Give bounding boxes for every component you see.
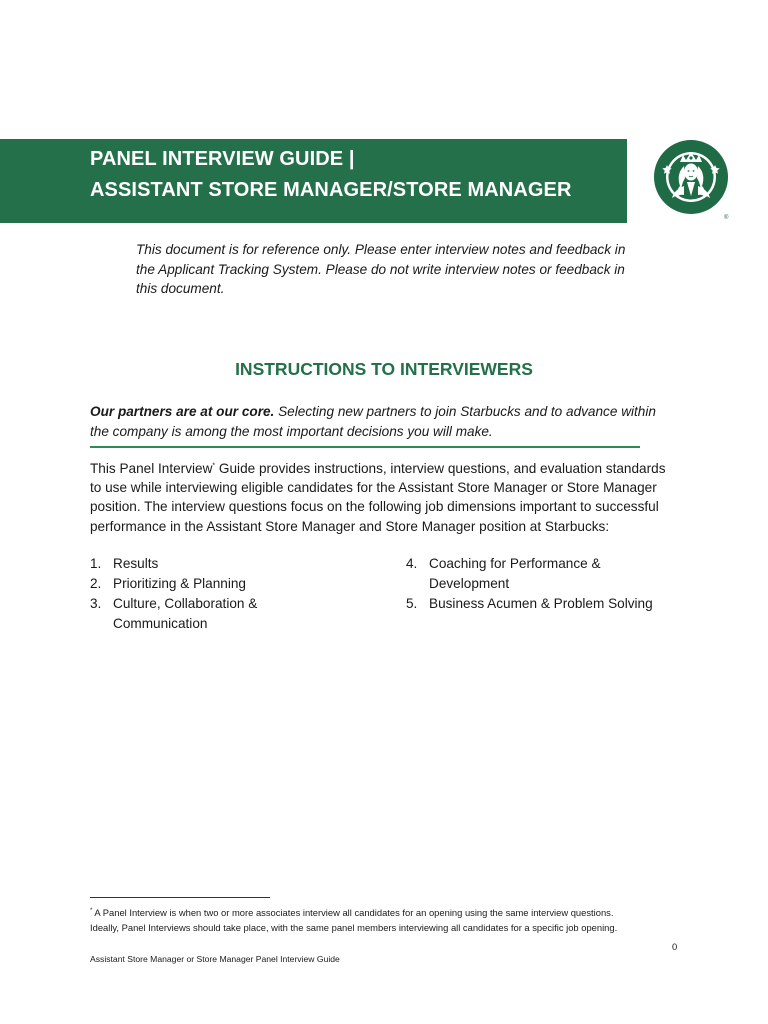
role-title: ASSISTANT STORE MANAGER/STORE MANAGER bbox=[90, 179, 572, 201]
list-item-label: Results bbox=[113, 556, 159, 571]
list-number: 3. bbox=[90, 596, 102, 611]
dimensions-list-right bbox=[406, 554, 706, 614]
footnote bbox=[90, 905, 690, 935]
guide-title: PANEL INTERVIEW GUIDE | bbox=[90, 148, 355, 170]
list-number: 4. bbox=[406, 556, 418, 571]
dimensions-list-left bbox=[90, 554, 390, 634]
list-item-label: Business Acumen & Problem Solving bbox=[429, 596, 653, 611]
list-item bbox=[90, 574, 390, 594]
disclaimer-line: this document. bbox=[136, 281, 225, 296]
registered-mark: ® bbox=[724, 215, 729, 220]
body-text: This Panel Interview bbox=[90, 461, 213, 476]
intro-statement bbox=[90, 402, 680, 441]
starbucks-siren-logo-icon bbox=[654, 140, 730, 220]
body-text: performance in the Assistant Store Manager and Store Manager position at Starbucks: bbox=[90, 518, 610, 534]
list-item bbox=[406, 554, 706, 594]
list-item bbox=[406, 594, 706, 614]
list-item bbox=[90, 554, 390, 574]
list-number: 5. bbox=[406, 596, 418, 611]
disclaimer-line: This document is for reference only. Please enter interview notes and feedback in bbox=[136, 242, 626, 257]
list-item-label: Communication bbox=[113, 616, 208, 631]
footnote-text: Ideally, Panel Interviews should take place, with the same panel members interviewing all candidates for a specific job opening. bbox=[90, 922, 618, 933]
list-number: 2. bbox=[90, 576, 102, 591]
body-text: to use while interviewing eligible candidates for the Assistant Store Manager or Store Manager bbox=[90, 480, 657, 496]
list-item-label: Development bbox=[429, 576, 510, 591]
title-banner bbox=[0, 139, 627, 223]
list-item bbox=[90, 594, 390, 634]
intro-text: Selecting new partners to join Starbucks and to advance within bbox=[274, 404, 656, 419]
body-text: position. The interview questions focus on the following job dimensions important to successful bbox=[90, 499, 659, 515]
footnote-text: A Panel Interview is when two or more associates interview all candidates for an opening using the same interview questions. bbox=[92, 907, 614, 918]
list-item-label: Coaching for Performance & bbox=[429, 556, 601, 571]
disclaimer-line: the Applicant Tracking System. Please do not write interview notes or feedback in bbox=[136, 261, 625, 277]
list-item-label: Culture, Collaboration & bbox=[113, 596, 258, 611]
reference-disclaimer bbox=[136, 240, 646, 299]
body-text: Guide provides instructions, interview questions, and evaluation standards bbox=[215, 461, 666, 476]
footnote-mark: * bbox=[90, 907, 93, 914]
intro-text-line2: the company is among the most important decisions you will make. bbox=[90, 423, 493, 439]
divider bbox=[90, 446, 640, 448]
list-number: 1. bbox=[90, 556, 102, 571]
page-number: 0 bbox=[672, 941, 678, 952]
guide-description bbox=[90, 459, 686, 536]
footnote-separator bbox=[90, 897, 270, 898]
footnote-reference: * bbox=[212, 462, 216, 470]
page-footer: Assistant Store Manager or Store Manager Panel Interview Guide bbox=[90, 954, 340, 964]
list-item-label: Prioritizing & Planning bbox=[113, 576, 246, 591]
intro-bold: Our partners are at our core. bbox=[90, 404, 275, 419]
section-heading: INSTRUCTIONS TO INTERVIEWERS bbox=[235, 359, 533, 379]
